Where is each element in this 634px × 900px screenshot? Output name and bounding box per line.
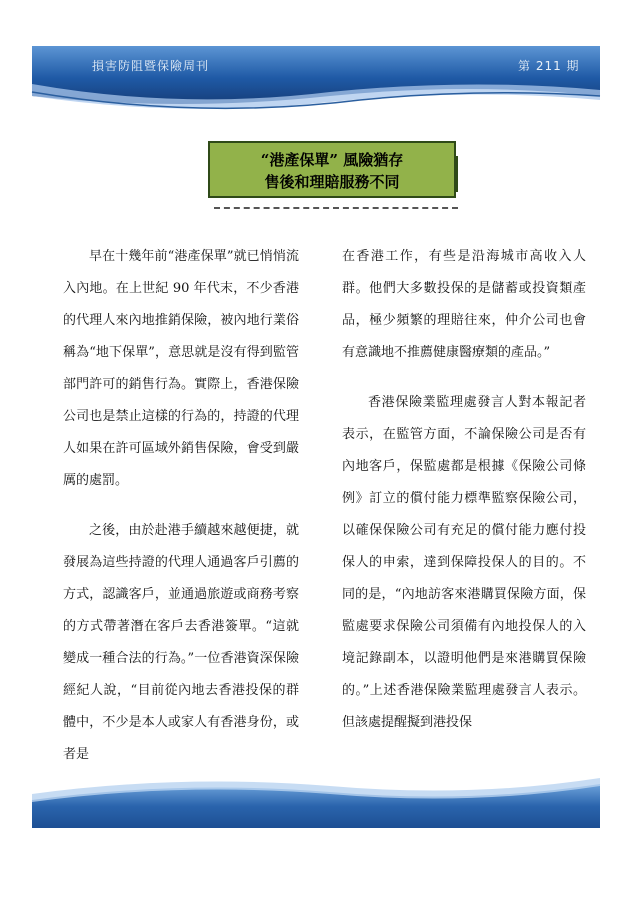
article-title-line-1: “港產保單” 風險猶存 xyxy=(260,151,404,169)
paragraph: 之後，由於赴港手續越來越便捷，就發展為這些持證的代理人通過客戶引薦的方式，認識客戶，並通過旅遊或商務考察的方式帶著潛在客戶去香港簽單。“這就變成一種合法的行為。”一位香港資深保險經紀人說，“目前從內地去香港投保的群體中，不少是本人或家人有香港身份，或者是 xyxy=(63,523,299,762)
title-dashed-underline xyxy=(214,207,458,209)
article-title-line-2: 售後和理賠服務不同 xyxy=(264,173,400,191)
left-column xyxy=(63,241,299,771)
paragraph: 早在十幾年前“港產保單”就已悄悄流入內地。在上世紀 90 年代末，不少香港的代理人來內地推銷保險，被內地行業俗稱為“地下保單”，意思就是沒有得到監管部門許可的銷售行為。實際上，香港保險公司也是禁止這樣的行為的，持證的代理人如果在許可區域外銷售保險，會受到嚴厲的處罰。 xyxy=(63,249,299,488)
footer-band xyxy=(0,770,634,830)
article-title-box xyxy=(208,141,456,198)
title-accent-bar xyxy=(456,156,458,192)
right-column xyxy=(342,241,586,739)
publication-name: 損害防阻暨保險周刊 xyxy=(92,59,210,73)
issue-number: 第 211 期 xyxy=(518,59,580,73)
paragraph: 香港保險業監理處發言人對本報記者表示，在監管方面，不論保險公司是否有內地客戶，保監處都是根據《保險公司條例》訂立的償付能力標準監察保險公司，以確保保險公司有充足的償付能力應付投保人的申索，達到保障投保人的目的。不同的是，“內地訪客來港購買保險方面，保監處要求保險公司須備有內地投保人的入境記錄副本，以證明他們是來港購買保險的。”上述香港保險業監理處發言人表示。但該處提醒擬到港投保 xyxy=(342,395,586,730)
paragraph: 在香港工作，有些是沿海城市高收入人群。他們大多數投保的是儲蓄或投資類產品，極少頻繁的理賠往來，仲介公司也會有意識地不推薦健康醫療類的產品。” xyxy=(342,249,586,360)
